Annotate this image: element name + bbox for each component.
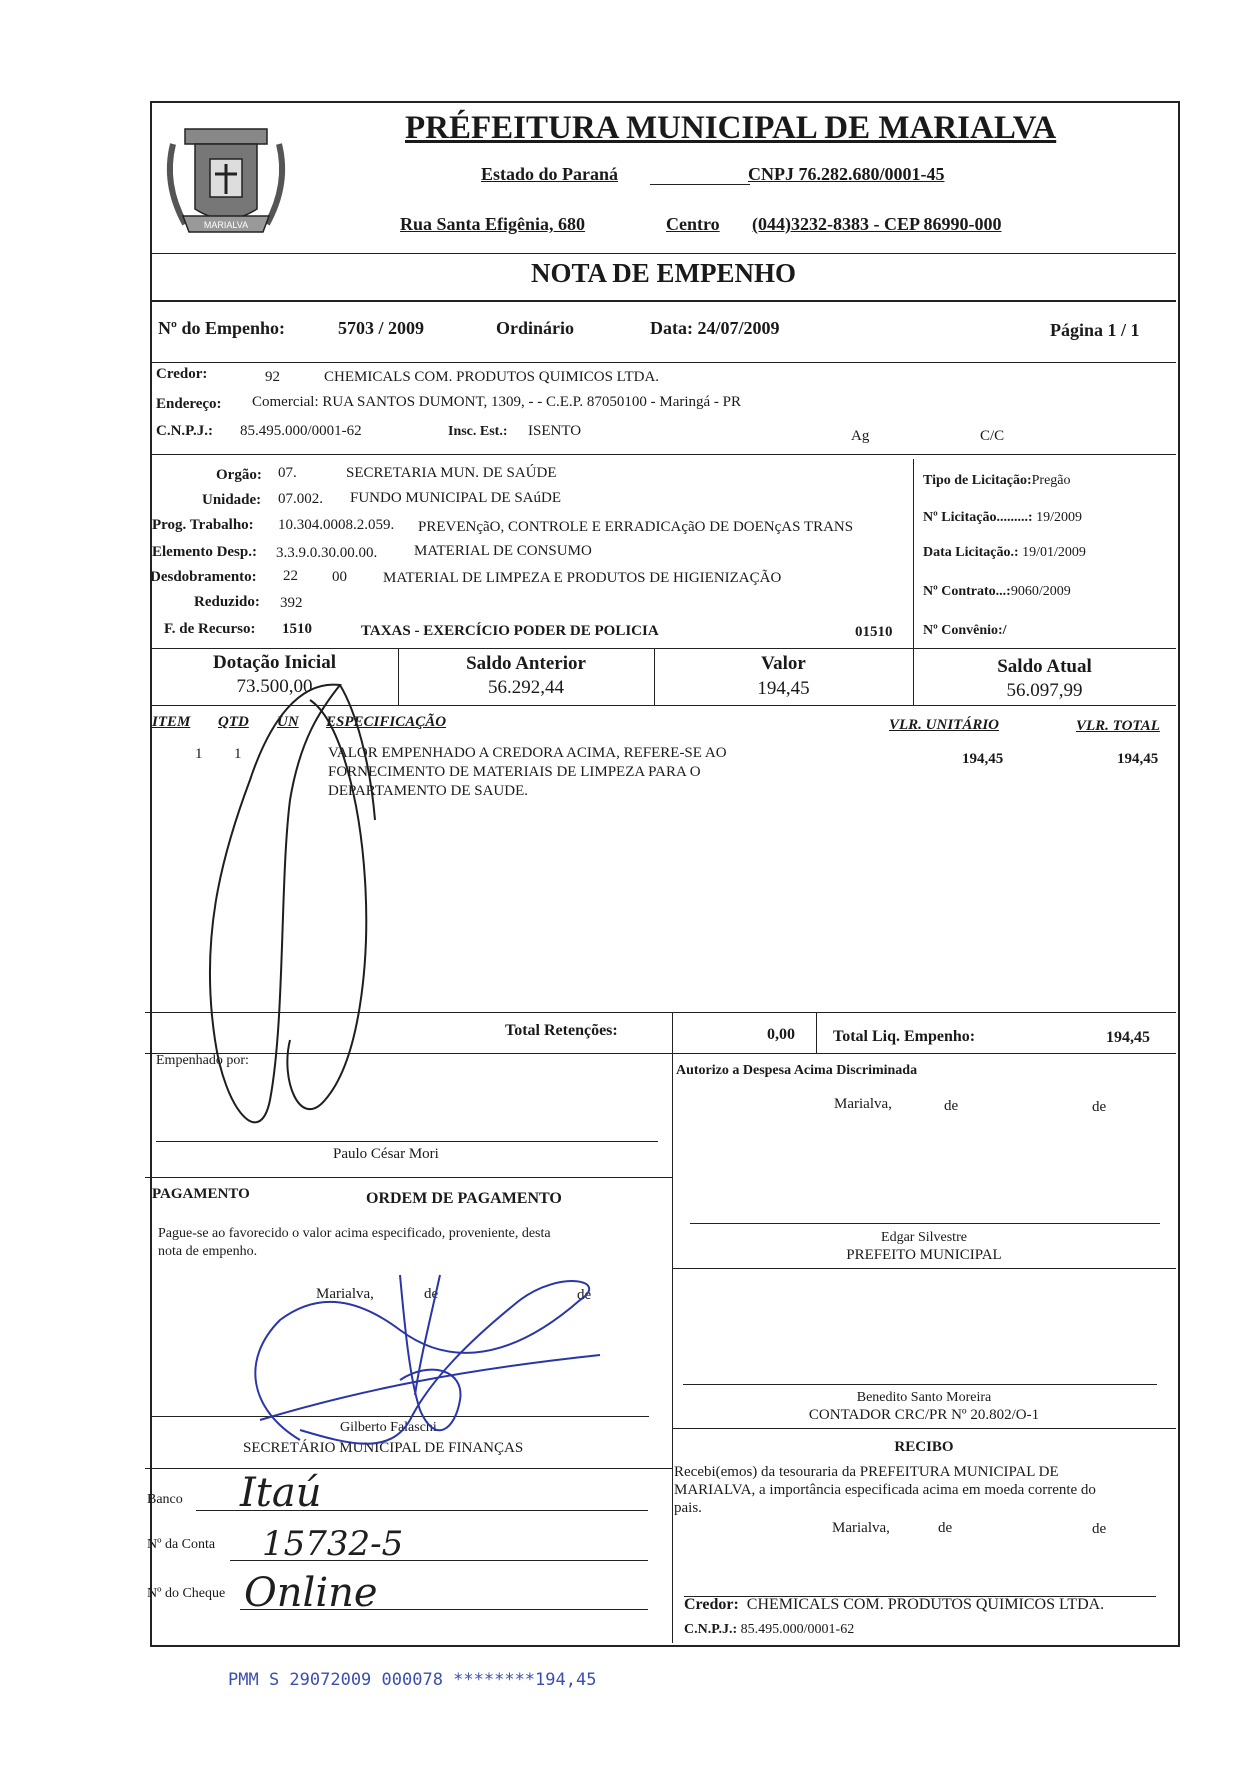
accountant-divider <box>672 1428 1176 1429</box>
items-col-item: ITEM <box>152 714 191 730</box>
expense-element-description: MATERIAL DE CONSUMO <box>414 543 592 559</box>
bidding-date-value: 19/01/2009 <box>1022 545 1086 560</box>
authorization-date-de-2: de <box>1092 1099 1107 1115</box>
municipality-title: PRÉFEITURA MUNICIPAL DE MARIALVA <box>405 110 1057 146</box>
receipt-creditor-name: CHEMICALS COM. PRODUTOS QUIMICOS LTDA. <box>746 1596 1105 1613</box>
totals-divider-2 <box>816 1013 817 1053</box>
funding-source-description: TAXAS - EXERCÍCIO PODER DE POLICIA <box>361 623 659 639</box>
phone-and-cep: (044)3232-8383 - CEP 86990-000 <box>752 214 1002 234</box>
item-quantity: 1 <box>234 746 242 762</box>
receipt-date-de-1: de <box>938 1520 953 1536</box>
item-description-line-3: DEPARTAMENTO DE SAUDE. <box>328 783 528 799</box>
contract-number <box>923 584 1071 600</box>
items-col-unit-value: VLR. UNITÁRIO <box>889 717 1000 733</box>
initial-appropriation-value: 73.500,00 <box>236 676 313 697</box>
receipt-cnpj-label: C.N.P.J.: <box>684 1622 738 1637</box>
creditor-code: 92 <box>265 369 280 385</box>
unit-code: 07.002. <box>278 491 323 507</box>
receipt-place: Marialva, <box>832 1520 890 1536</box>
funding-source-label: F. de Recurso: <box>164 621 256 637</box>
payment-title: PAGAMENTO <box>152 1186 250 1202</box>
breakdown-code: 22 <box>283 568 298 584</box>
authorization-title: Autorizo a Despesa Acima Discriminada <box>676 1063 918 1078</box>
item-description-line-2: FORNECIMENTO DE MATERIAIS DE LIMPEZA PARA O <box>328 764 701 780</box>
bidding-number-label: Nº Licitação.........: <box>923 510 1033 525</box>
items-col-qtd: QTD <box>218 714 249 730</box>
bidding-date <box>923 545 1086 561</box>
mayor-divider <box>672 1268 1176 1269</box>
municipal-cnpj: CNPJ 76.282.680/0001-45 <box>748 164 945 184</box>
state-registration-label: Insc. Est.: <box>448 424 508 439</box>
receipt-creditor <box>684 1596 1104 1614</box>
state-registration: ISENTO <box>528 423 582 439</box>
total-withholdings-value: 0,00 <box>767 1026 795 1043</box>
bidding-type-value: Pregão <box>1031 473 1071 488</box>
amount-label: Valor <box>761 653 806 674</box>
total-net-value: 194,45 <box>1106 1029 1150 1046</box>
budget-divider <box>151 648 1176 649</box>
breakdown-subcode: 00 <box>332 569 347 585</box>
bidding-number <box>923 510 1082 526</box>
organ-label: Orgão: <box>216 467 262 483</box>
amount-value: 194,45 <box>757 678 810 699</box>
municipal-crest-logo <box>155 104 297 246</box>
previous-balance-value: 56.292,44 <box>488 677 564 698</box>
payment-text-line-2: nota de empenho. <box>158 1244 258 1259</box>
funding-source-code: 1510 <box>282 621 312 637</box>
receipt-creditor-label: Credor: <box>684 1596 739 1613</box>
payment-date-de-2: de <box>577 1287 592 1303</box>
page-number: Página 1 / 1 <box>1050 320 1140 340</box>
secretary-signature <box>240 1270 620 1460</box>
committed-by-label: Empenhado por: <box>156 1053 249 1068</box>
organ-description: SECRETARIA MUN. DE SAÚDE <box>346 465 557 481</box>
agreement-number: Nº Convênio:/ <box>923 623 1007 638</box>
committed-by-name: Paulo César Mori <box>333 1146 439 1162</box>
total-net-label: Total Liq. Empenho: <box>833 1028 976 1045</box>
work-program-description: PREVENçãO, CONTROLE E ERRADICAçãO DE DOENçAS TRANS <box>418 519 854 535</box>
items-col-total-value: VLR. TOTAL <box>1076 718 1160 734</box>
creditor-name: CHEMICALS COM. PRODUTOS QUIMICOS LTDA. <box>324 369 660 385</box>
secretary-name: Gilberto Falaschi <box>340 1420 437 1435</box>
item-unit-value: 194,45 <box>962 751 1004 767</box>
current-balance-label: Saldo Atual <box>997 656 1092 677</box>
state-underline-extension <box>650 184 750 185</box>
creditor-address: Comercial: RUA SANTOS DUMONT, 1309, - - C.E.P. 87050100 - Maringá - PR <box>252 394 742 410</box>
committed-by-divider <box>145 1177 672 1178</box>
empenho-type: Ordinário <box>496 318 575 338</box>
receipt-title: RECIBO <box>894 1439 954 1455</box>
bank-handwritten-entry: Itaú <box>240 1470 322 1516</box>
account-handwritten-entry: 15732-5 <box>262 1524 404 1564</box>
accountant-title: CONTADOR CRC/PR Nº 20.802/O-1 <box>808 1407 1040 1423</box>
empenho-date: Data: 24/07/2009 <box>650 318 780 338</box>
creditor-label: Credor: <box>156 366 208 382</box>
mayor-name: Edgar Silvestre <box>881 1230 967 1245</box>
item-total-value: 194,45 <box>1117 751 1159 767</box>
payment-text-line-1: Pague-se ao favorecido o valor acima especificado, proveniente, desta <box>158 1226 551 1241</box>
bank-account-label: C/C <box>980 428 1005 444</box>
state-name: Estado do Paraná <box>481 164 619 184</box>
total-withholdings-label: Total Retenções: <box>505 1022 618 1039</box>
empenho-number-label: Nº do Empenho: <box>158 318 285 338</box>
item-description-line-1: VALOR EMPENHADO A CREDORA ACIMA, REFERE-SE AO <box>328 745 727 761</box>
address-label: Endereço: <box>156 396 222 412</box>
bidding-type <box>923 473 1071 489</box>
authorization-date-de-1: de <box>944 1098 959 1114</box>
header-divider <box>151 253 1176 254</box>
committed-by-signature <box>190 680 450 1160</box>
breakdown-label: Desdobramento: <box>150 569 257 585</box>
bidding-number-value: 19/2009 <box>1036 510 1082 525</box>
receipt-cnpj-value: 85.495.000/0001-62 <box>740 1622 855 1637</box>
unit-description: FUNDO MUNICIPAL DE SAúDE <box>350 490 561 506</box>
lower-center-divider <box>672 1053 673 1643</box>
budget-vertical-divider <box>913 459 914 649</box>
creditor-cnpj: 85.495.000/0001-62 <box>240 423 362 439</box>
secretary-divider <box>145 1468 672 1469</box>
receipt-cnpj <box>684 1622 854 1638</box>
account-label: Nº da Conta <box>147 1537 216 1552</box>
receipt-text-line-2: MARIALVA, a importância especificada acima em moeda corrente do <box>674 1482 1096 1498</box>
items-col-un: UN <box>277 714 299 730</box>
funding-source-full-code: 01510 <box>855 624 893 640</box>
work-program-code: 10.304.0008.2.059. <box>278 517 395 533</box>
bank-agency-label: Ag <box>851 428 870 444</box>
items-col-specification: ESPECIFICAÇÃO <box>326 714 447 730</box>
totals-divider-1 <box>672 1013 673 1053</box>
empenho-divider <box>151 362 1176 363</box>
bank-label: Banco <box>147 1492 183 1507</box>
breakdown-description: MATERIAL DE LIMPEZA E PRODUTOS DE HIGIENIZAÇÃO <box>383 570 782 586</box>
reduced-label: Reduzido: <box>194 594 260 610</box>
authorization-place: Marialva, <box>834 1096 892 1112</box>
unit-label: Unidade: <box>202 492 262 508</box>
current-balance-value: 56.097,99 <box>1006 680 1083 701</box>
receipt-text-line-1: Recebi(emos) da tesouraria da PREFEITURA MUNICIPAL DE <box>674 1464 1059 1480</box>
payment-date-de-1: de <box>424 1286 439 1302</box>
expense-element-label: Elemento Desp.: <box>152 544 257 560</box>
processing-stamp: PMM S 29072009 000078 ********194,45 <box>228 1670 597 1690</box>
receipt-date-de-2: de <box>1092 1521 1107 1537</box>
accountant-name: Benedito Santo Moreira <box>856 1390 992 1405</box>
accountant-signature-line <box>683 1384 1157 1385</box>
item-number: 1 <box>195 746 203 762</box>
contract-number-label: Nº Contrato...: <box>923 584 1011 599</box>
previous-balance-label: Saldo Anterior <box>466 653 586 674</box>
expense-element-code: 3.3.9.0.30.00.00. <box>276 545 378 561</box>
title-divider <box>151 300 1176 302</box>
receipt-text-line-3: pais. <box>674 1500 702 1516</box>
check-handwritten-entry: Online <box>244 1570 378 1616</box>
district-name: Centro <box>666 214 720 234</box>
mayor-title: PREFEITO MUNICIPAL <box>846 1247 1002 1263</box>
creditor-cnpj-label: C.N.P.J.: <box>156 423 213 439</box>
secretary-title: SECRETÁRIO MUNICIPAL DE FINANÇAS <box>243 1440 524 1456</box>
reduced-code: 392 <box>280 595 303 611</box>
contract-number-value: 9060/2009 <box>1010 584 1071 599</box>
mayor-signature-line <box>690 1223 1160 1224</box>
crest-banner-text: MARIALVA <box>203 220 249 230</box>
document-title: NOTA DE EMPENHO <box>530 258 797 288</box>
bidding-type-label: Tipo de Licitação: <box>923 473 1032 488</box>
creditor-divider <box>151 454 1176 455</box>
empenho-number: 5703 / 2009 <box>338 318 425 338</box>
street-address: Rua Santa Efigênia, 680 <box>400 214 586 234</box>
bidding-date-label: Data Licitação.: <box>923 545 1019 560</box>
payment-place: Marialva, <box>316 1286 374 1302</box>
work-program-label: Prog. Trabalho: <box>152 517 254 533</box>
payment-order-title: ORDEM DE PAGAMENTO <box>366 1190 562 1207</box>
check-label: Nº do Cheque <box>147 1586 226 1601</box>
initial-appropriation-label: Dotação Inicial <box>213 652 336 673</box>
organ-code: 07. <box>278 465 297 481</box>
